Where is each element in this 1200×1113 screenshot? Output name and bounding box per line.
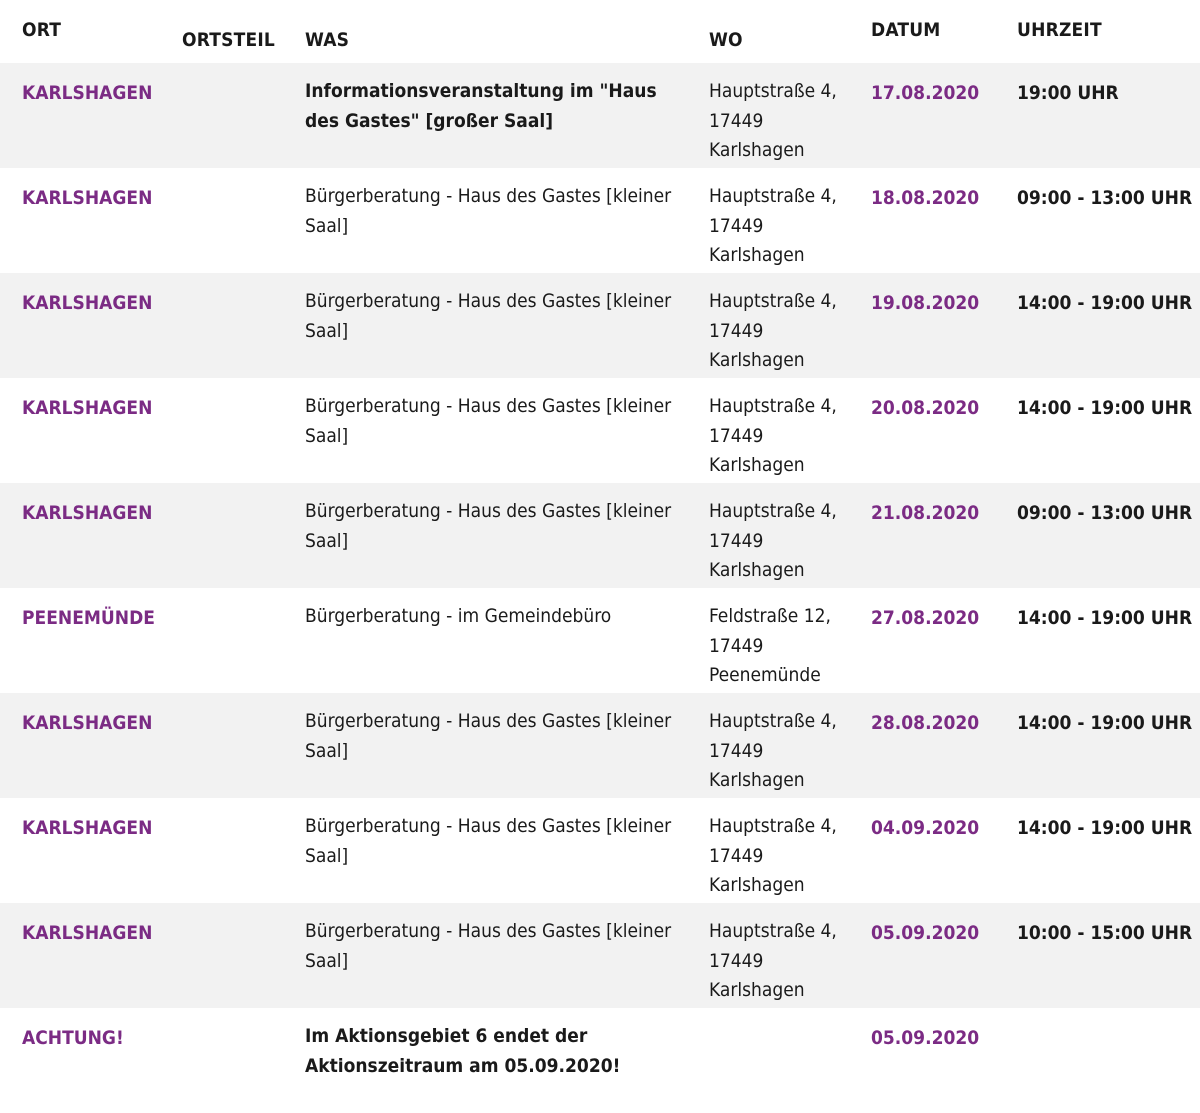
cell-datum: 28.08.2020 bbox=[871, 712, 980, 734]
cell-datum: 18.08.2020 bbox=[871, 187, 980, 209]
cell-was: Bürgerberatung - Haus des Gastes [kleiner Saal] bbox=[305, 920, 672, 972]
table-row bbox=[0, 168, 1200, 273]
cell-was: Bürgerberatung - im Gemeindebüro bbox=[305, 605, 612, 627]
cell-ort: KARLSHAGEN bbox=[22, 817, 153, 839]
cell-datum: 05.09.2020 bbox=[871, 1027, 980, 1049]
cell-ort: KARLSHAGEN bbox=[22, 712, 153, 734]
cell-was: Bürgerberatung - Haus des Gastes [kleiner Saal] bbox=[305, 395, 672, 447]
header-uhrzeit[interactable]: UHRZEIT bbox=[1017, 19, 1102, 41]
cell-datum: 20.08.2020 bbox=[871, 397, 980, 419]
cell-ort: KARLSHAGEN bbox=[22, 292, 153, 314]
table-row bbox=[0, 273, 1200, 378]
cell-uhrzeit: 09:00 - 13:00 UHR bbox=[1017, 502, 1193, 524]
table-row bbox=[0, 693, 1200, 798]
table-row bbox=[0, 903, 1200, 1008]
cell-uhrzeit: 19:00 UHR bbox=[1017, 82, 1119, 104]
table-header-row bbox=[0, 0, 1200, 63]
cell-was: Bürgerberatung - Haus des Gastes [kleiner Saal] bbox=[305, 815, 672, 867]
cell-wo: Feldstraße 12, 17449 Peenemünde bbox=[709, 605, 831, 686]
header-wo[interactable]: WO bbox=[709, 29, 743, 51]
table-row bbox=[0, 588, 1200, 693]
cell-wo: Hauptstraße 4, 17449 Karlshagen bbox=[709, 80, 837, 161]
cell-uhrzeit: 09:00 - 13:00 UHR bbox=[1017, 187, 1193, 209]
header-was[interactable]: WAS bbox=[305, 29, 350, 51]
cell-datum: 21.08.2020 bbox=[871, 502, 980, 524]
cell-datum: 04.09.2020 bbox=[871, 817, 980, 839]
cell-wo: Hauptstraße 4, 17449 Karlshagen bbox=[709, 290, 837, 371]
cell-ort: KARLSHAGEN bbox=[22, 922, 153, 944]
cell-ort: KARLSHAGEN bbox=[22, 187, 153, 209]
table-row bbox=[0, 63, 1200, 168]
cell-wo: Hauptstraße 4, 17449 Karlshagen bbox=[709, 185, 837, 266]
cell-uhrzeit: 14:00 - 19:00 UHR bbox=[1017, 292, 1193, 314]
table-row bbox=[0, 378, 1200, 483]
header-ortsteil[interactable]: ORTSTEIL bbox=[182, 29, 276, 51]
cell-uhrzeit: 14:00 - 19:00 UHR bbox=[1017, 607, 1193, 629]
cell-datum: 17.08.2020 bbox=[871, 82, 980, 104]
cell-was: Bürgerberatung - Haus des Gastes [kleiner Saal] bbox=[305, 290, 672, 342]
cell-ort: PEENEMÜNDE bbox=[22, 607, 155, 629]
cell-uhrzeit: 14:00 - 19:00 UHR bbox=[1017, 712, 1193, 734]
cell-uhrzeit: 14:00 - 19:00 UHR bbox=[1017, 817, 1193, 839]
header-ort[interactable]: ORT bbox=[22, 19, 62, 41]
table-row bbox=[0, 798, 1200, 903]
cell-wo: Hauptstraße 4, 17449 Karlshagen bbox=[709, 500, 837, 581]
cell-wo: Hauptstraße 4, 17449 Karlshagen bbox=[709, 710, 837, 791]
cell-was: Informationsveranstaltung im "Haus des Gastes" [großer Saal] bbox=[305, 80, 657, 132]
cell-ort: KARLSHAGEN bbox=[22, 82, 153, 104]
cell-ort: KARLSHAGEN bbox=[22, 502, 153, 524]
cell-uhrzeit: 10:00 - 15:00 UHR bbox=[1017, 922, 1193, 944]
cell-datum: 19.08.2020 bbox=[871, 292, 980, 314]
cell-datum: 27.08.2020 bbox=[871, 607, 980, 629]
cell-wo: Hauptstraße 4, 17449 Karlshagen bbox=[709, 395, 837, 476]
header-datum[interactable]: DATUM bbox=[871, 19, 941, 41]
cell-wo: Hauptstraße 4, 17449 Karlshagen bbox=[709, 920, 837, 1001]
notice-label: ACHTUNG! bbox=[22, 1027, 124, 1049]
table-row bbox=[0, 483, 1200, 588]
table-row-notice bbox=[0, 1008, 1200, 1113]
cell-was: Bürgerberatung - Haus des Gastes [kleiner Saal] bbox=[305, 500, 672, 552]
cell-datum: 05.09.2020 bbox=[871, 922, 980, 944]
cell-was: Bürgerberatung - Haus des Gastes [kleiner Saal] bbox=[305, 185, 672, 237]
cell-wo: Hauptstraße 4, 17449 Karlshagen bbox=[709, 815, 837, 896]
notice-text: Im Aktionsgebiet 6 endet der Aktionszeitraum am 05.09.2020! bbox=[305, 1025, 621, 1077]
cell-ort: KARLSHAGEN bbox=[22, 397, 153, 419]
cell-was: Bürgerberatung - Haus des Gastes [kleiner Saal] bbox=[305, 710, 672, 762]
cell-uhrzeit: 14:00 - 19:00 UHR bbox=[1017, 397, 1193, 419]
